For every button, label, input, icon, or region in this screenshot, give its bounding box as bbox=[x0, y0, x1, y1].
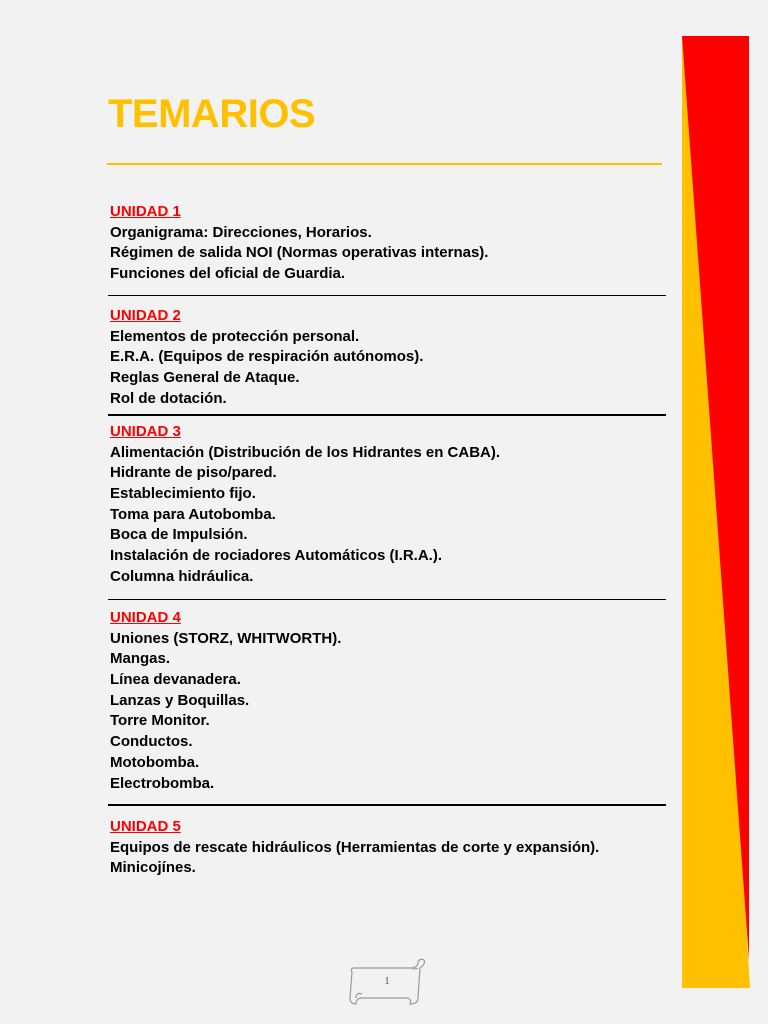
unit-topic: Instalación de rociadores Automáticos (I.R.A.). bbox=[110, 547, 443, 565]
unit-topic-list bbox=[110, 327, 670, 410]
unit-topic: Uniones (STORZ, WHITWORTH). bbox=[110, 629, 342, 647]
unit-topic: Alimentación (Distribución de los Hidrantes en CABA). bbox=[110, 443, 501, 461]
unit-heading: UNIDAD 4 bbox=[110, 609, 181, 626]
section-divider bbox=[108, 804, 666, 806]
unit-topic: Hidrante de piso/pared. bbox=[110, 464, 277, 482]
unit-heading: UNIDAD 1 bbox=[110, 203, 181, 220]
page-number-scroll bbox=[348, 956, 420, 1006]
unit-topic: Organigrama: Direcciones, Horarios. bbox=[110, 223, 372, 241]
unit-section-4 bbox=[110, 608, 670, 794]
unit-heading: UNIDAD 3 bbox=[110, 423, 181, 440]
unit-topic: Minicojínes. bbox=[110, 859, 196, 877]
unit-topic: Electrobomba. bbox=[110, 774, 215, 792]
unit-heading: UNIDAD 5 bbox=[110, 818, 181, 835]
unit-topic: Funciones del oficial de Guardia. bbox=[110, 265, 346, 283]
unit-topic-list bbox=[110, 838, 670, 879]
unit-topic-list bbox=[110, 443, 670, 588]
unit-topic: Lanzas y Boquillas. bbox=[110, 691, 250, 709]
unit-topic: Motobomba. bbox=[110, 753, 200, 771]
unit-section-3 bbox=[110, 422, 670, 588]
unit-topic: Régimen de salida NOI (Normas operativas internas). bbox=[110, 244, 489, 262]
unit-topic: Equipos de rescate hidráulicos (Herramientas de corte y expansión). bbox=[110, 838, 600, 856]
unit-topic: Toma para Autobomba. bbox=[110, 505, 276, 523]
unit-topic-list bbox=[110, 629, 670, 795]
page-number: 1 bbox=[384, 975, 390, 987]
unit-topic: Torre Monitor. bbox=[110, 712, 210, 730]
unit-heading: UNIDAD 2 bbox=[110, 307, 181, 324]
page-title: TEMARIOS bbox=[108, 92, 316, 136]
unit-topic-list bbox=[110, 223, 670, 285]
unit-section-5 bbox=[110, 817, 670, 879]
unit-topic: Mangas. bbox=[110, 650, 171, 668]
section-divider bbox=[108, 414, 666, 416]
unit-topic: Rol de dotación. bbox=[110, 389, 227, 407]
unit-topic: Boca de Impulsión. bbox=[110, 526, 248, 544]
unit-topic: Línea devanadera. bbox=[110, 671, 241, 689]
unit-section-2 bbox=[110, 306, 670, 409]
section-divider bbox=[108, 599, 666, 600]
unit-topic: Conductos. bbox=[110, 733, 193, 751]
ribbon-yellow-shape bbox=[682, 36, 750, 988]
section-divider bbox=[108, 295, 666, 296]
unit-topic: E.R.A. (Equipos de respiración autónomos). bbox=[110, 348, 424, 366]
unit-section-1 bbox=[110, 202, 670, 285]
ribbon-red-shape bbox=[682, 36, 749, 960]
unit-topic: Reglas General de Ataque. bbox=[110, 369, 300, 387]
unit-topic: Establecimiento fijo. bbox=[110, 485, 256, 503]
unit-topic: Columna hidráulica. bbox=[110, 567, 254, 585]
unit-topic: Elementos de protección personal. bbox=[110, 327, 360, 345]
title-underline bbox=[107, 163, 662, 165]
